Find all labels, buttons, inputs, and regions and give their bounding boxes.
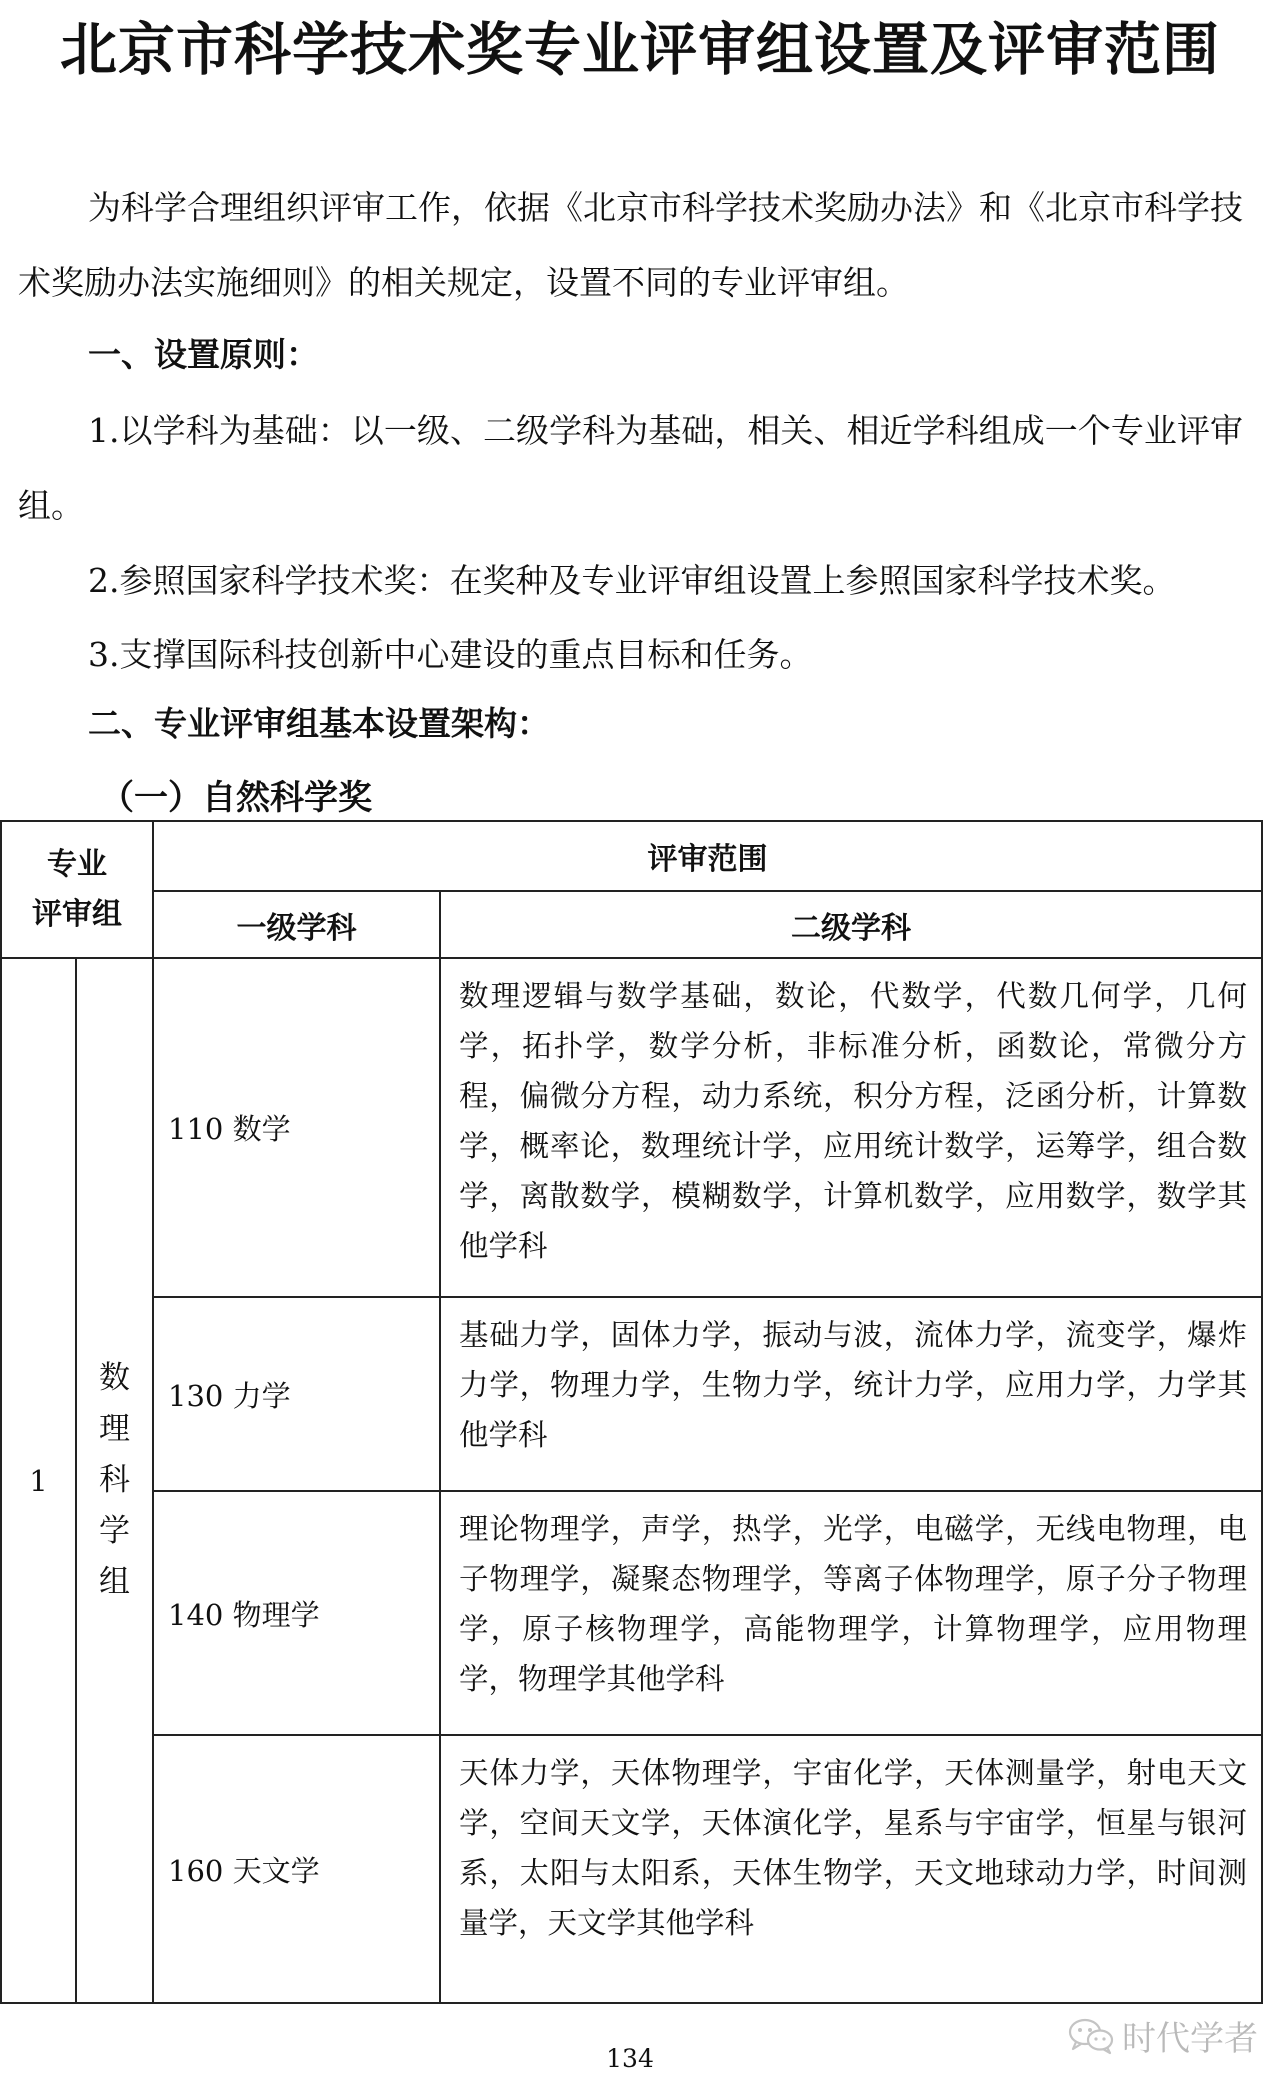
- review-scope-table: [0, 820, 1263, 2004]
- table-header-row-1: [1, 821, 1262, 891]
- level1-discipline-cell: 160 天文学: [153, 1735, 440, 2003]
- table-row: [1, 1491, 1262, 1735]
- header-review-group-line2: 评审组: [32, 896, 122, 932]
- level1-discipline-cell: 130 力学: [153, 1297, 440, 1491]
- group-number: 1: [1, 958, 76, 2003]
- header-review-group-line1: 专业: [47, 846, 107, 882]
- section-heading-principles: 一、设置原则：: [88, 335, 319, 374]
- group-name-char: 组: [99, 1564, 130, 1600]
- group-name: [76, 958, 153, 2003]
- header-level2-discipline: 二级学科: [440, 891, 1262, 958]
- principle-item-2: 2.参照国家科学技术奖：在奖种及专业评审组设置上参照国家科学技术奖。: [88, 561, 1176, 600]
- table-row: [1, 1735, 1262, 2003]
- header-level1-discipline: 一级学科: [153, 891, 440, 958]
- group-name-char: 学: [99, 1513, 130, 1549]
- group-name-char: 理: [99, 1411, 130, 1447]
- group-name-char: 科: [99, 1462, 130, 1498]
- level2-discipline-cell: 理论物理学，声学，热学，光学，电磁学，无线电物理，电子物理学，凝聚态物理学，等离子体物理学，原子分子物理学，原子核物理学，高能物理学，计算物理学，应用物理学，物理学其他学科: [440, 1491, 1262, 1735]
- intro-paragraph: 为科学合理组织评审工作，依据《北京市科学技术奖励办法》和《北京市科学技术奖励办法实施细则》的相关规定，设置不同的专业评审组。: [18, 188, 1243, 302]
- header-review-scope: 评审范围: [153, 821, 1262, 891]
- level1-discipline-cell: 140 物理学: [153, 1491, 440, 1735]
- header-review-group: [1, 821, 153, 958]
- document-title: 北京市科学技术奖专业评审组设置及评审范围: [60, 17, 1220, 83]
- watermark-text: 时代学者: [1122, 2019, 1258, 2059]
- principle-item-3: 3.支撑国际科技创新中心建设的重点目标和任务。: [88, 635, 813, 674]
- group-name-char: 数: [99, 1360, 130, 1396]
- level2-discipline-cell: 数理逻辑与数学基础，数论，代数学，代数几何学，几何学，拓扑学，数学分析，非标准分析，函数论，常微分方程，偏微分方程，动力系统，积分方程，泛函分析，计算数学，概率论，数理统计学，应用统计数学，运筹学，组合数学，离散数学，模糊数学，计算机数学，应用数学，数学其他学科: [440, 958, 1262, 1297]
- subsection-heading-natural-science: （一）自然科学奖: [100, 778, 372, 818]
- level1-discipline-cell: 110 数学: [153, 958, 440, 1297]
- page-number: 134: [606, 2044, 654, 2073]
- level2-discipline-cell: 基础力学，固体力学，振动与波，流体力学，流变学，爆炸力学，物理力学，生物力学，统计力学，应用力学，力学其他学科: [440, 1297, 1262, 1491]
- table-row: [1, 1297, 1262, 1491]
- table-header-row-2: [1, 891, 1262, 958]
- principle-item-1: 1.以学科为基础：以一级、二级学科为基础，相关、相近学科组成一个专业评审组。: [18, 411, 1243, 525]
- table-row: [1, 958, 1262, 1297]
- level2-discipline-cell: 天体力学，天体物理学，宇宙化学，天体测量学，射电天文学，空间天文学，天体演化学，星系与宇宙学，恒星与银河系，太阳与太阳系，天体生物学，天文地球动力学，时间测量学，天文学其他学科: [440, 1735, 1262, 2003]
- section-heading-structure: 二、专业评审组基本设置架构：: [88, 704, 550, 743]
